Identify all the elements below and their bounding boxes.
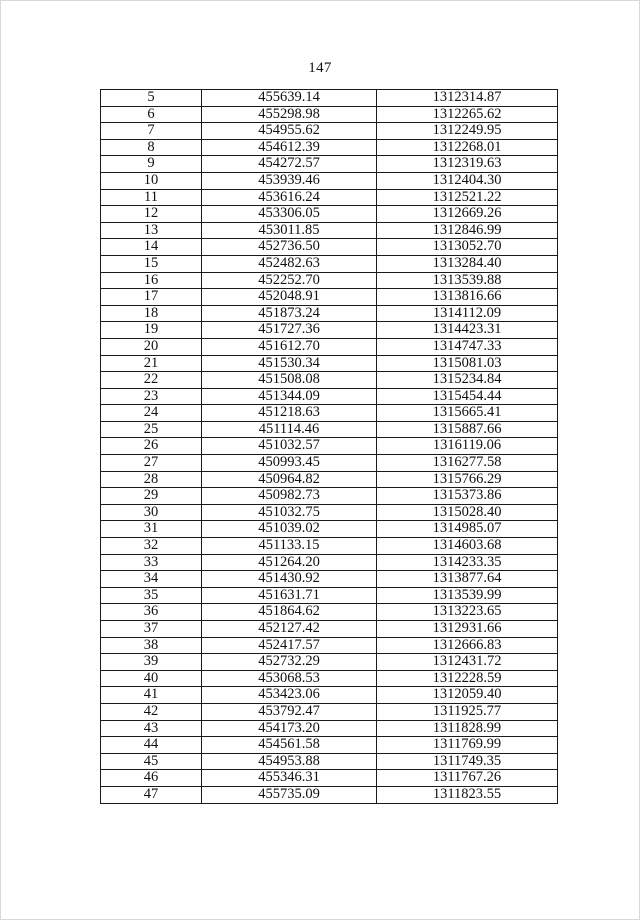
point-number-cell: 21 xyxy=(101,355,202,372)
x-coordinate-cell: 451114.46 xyxy=(202,421,377,438)
table-row xyxy=(101,123,558,140)
x-coordinate-cell: 451430.92 xyxy=(202,571,377,588)
x-coordinate-cell: 451530.34 xyxy=(202,355,377,372)
point-number-cell: 24 xyxy=(101,405,202,422)
point-number-cell: 17 xyxy=(101,289,202,306)
point-number-cell: 30 xyxy=(101,504,202,521)
point-number-cell: 36 xyxy=(101,604,202,621)
table-row xyxy=(101,455,558,472)
point-number-cell: 41 xyxy=(101,687,202,704)
y-coordinate-cell: 1312846.99 xyxy=(377,222,558,239)
point-number-cell: 18 xyxy=(101,305,202,322)
y-coordinate-cell: 1315373.86 xyxy=(377,488,558,505)
y-coordinate-cell: 1311823.55 xyxy=(377,786,558,803)
point-number-cell: 7 xyxy=(101,123,202,140)
x-coordinate-cell: 452732.29 xyxy=(202,654,377,671)
y-coordinate-cell: 1314747.33 xyxy=(377,338,558,355)
page-number: 147 xyxy=(308,60,332,76)
table-row xyxy=(101,703,558,720)
y-coordinate-cell: 1315234.84 xyxy=(377,372,558,389)
x-coordinate-cell: 452736.50 xyxy=(202,239,377,256)
y-coordinate-cell: 1313539.99 xyxy=(377,587,558,604)
x-coordinate-cell: 454173.20 xyxy=(202,720,377,737)
x-coordinate-cell: 452482.63 xyxy=(202,255,377,272)
y-coordinate-cell: 1312228.59 xyxy=(377,670,558,687)
x-coordinate-cell: 455346.31 xyxy=(202,770,377,787)
x-coordinate-cell: 451864.62 xyxy=(202,604,377,621)
table-row xyxy=(101,388,558,405)
table-row xyxy=(101,521,558,538)
x-coordinate-cell: 450982.73 xyxy=(202,488,377,505)
y-coordinate-cell: 1312666.83 xyxy=(377,637,558,654)
y-coordinate-cell: 1312319.63 xyxy=(377,156,558,173)
point-number-cell: 10 xyxy=(101,172,202,189)
y-coordinate-cell: 1315028.40 xyxy=(377,504,558,521)
table-row xyxy=(101,239,558,256)
x-coordinate-cell: 454561.58 xyxy=(202,737,377,754)
table-row xyxy=(101,206,558,223)
y-coordinate-cell: 1312931.66 xyxy=(377,621,558,638)
table-row xyxy=(101,621,558,638)
table-row xyxy=(101,338,558,355)
point-number-cell: 15 xyxy=(101,255,202,272)
x-coordinate-cell: 453306.05 xyxy=(202,206,377,223)
x-coordinate-cell: 451133.15 xyxy=(202,538,377,555)
y-coordinate-cell: 1313877.64 xyxy=(377,571,558,588)
table-row xyxy=(101,670,558,687)
table-row xyxy=(101,90,558,107)
point-number-cell: 19 xyxy=(101,322,202,339)
table-row xyxy=(101,770,558,787)
point-number-cell: 25 xyxy=(101,421,202,438)
table-row xyxy=(101,554,558,571)
x-coordinate-cell: 451032.57 xyxy=(202,438,377,455)
point-number-cell: 23 xyxy=(101,388,202,405)
y-coordinate-cell: 1312249.95 xyxy=(377,123,558,140)
y-coordinate-cell: 1315665.41 xyxy=(377,405,558,422)
table-row xyxy=(101,289,558,306)
y-coordinate-cell: 1312265.62 xyxy=(377,106,558,123)
table-row xyxy=(101,488,558,505)
y-coordinate-cell: 1315887.66 xyxy=(377,421,558,438)
point-number-cell: 43 xyxy=(101,720,202,737)
x-coordinate-cell: 453423.06 xyxy=(202,687,377,704)
y-coordinate-cell: 1312431.72 xyxy=(377,654,558,671)
y-coordinate-cell: 1311925.77 xyxy=(377,703,558,720)
point-number-cell: 16 xyxy=(101,272,202,289)
y-coordinate-cell: 1313816.66 xyxy=(377,289,558,306)
y-coordinate-cell: 1313284.40 xyxy=(377,255,558,272)
y-coordinate-cell: 1313223.65 xyxy=(377,604,558,621)
table-row xyxy=(101,538,558,555)
table-row xyxy=(101,737,558,754)
table-row xyxy=(101,654,558,671)
table-row xyxy=(101,305,558,322)
x-coordinate-cell: 451612.70 xyxy=(202,338,377,355)
table-row xyxy=(101,372,558,389)
x-coordinate-cell: 451508.08 xyxy=(202,372,377,389)
point-number-cell: 28 xyxy=(101,471,202,488)
table-row xyxy=(101,421,558,438)
x-coordinate-cell: 452417.57 xyxy=(202,637,377,654)
y-coordinate-cell: 1311767.26 xyxy=(377,770,558,787)
point-number-cell: 9 xyxy=(101,156,202,173)
y-coordinate-cell: 1312404.30 xyxy=(377,172,558,189)
y-coordinate-cell: 1315081.03 xyxy=(377,355,558,372)
y-coordinate-cell: 1314233.35 xyxy=(377,554,558,571)
y-coordinate-cell: 1316119.06 xyxy=(377,438,558,455)
table-row xyxy=(101,786,558,803)
point-number-cell: 22 xyxy=(101,372,202,389)
point-number-cell: 45 xyxy=(101,753,202,770)
point-number-cell: 46 xyxy=(101,770,202,787)
point-number-cell: 11 xyxy=(101,189,202,206)
x-coordinate-cell: 454612.39 xyxy=(202,139,377,156)
table-row xyxy=(101,471,558,488)
point-number-cell: 38 xyxy=(101,637,202,654)
table-row xyxy=(101,571,558,588)
y-coordinate-cell: 1315454.44 xyxy=(377,388,558,405)
y-coordinate-cell: 1312059.40 xyxy=(377,687,558,704)
x-coordinate-cell: 453616.24 xyxy=(202,189,377,206)
y-coordinate-cell: 1311769.99 xyxy=(377,737,558,754)
x-coordinate-cell: 454953.88 xyxy=(202,753,377,770)
point-number-cell: 39 xyxy=(101,654,202,671)
x-coordinate-cell: 452252.70 xyxy=(202,272,377,289)
point-number-cell: 44 xyxy=(101,737,202,754)
point-number-cell: 5 xyxy=(101,90,202,107)
y-coordinate-cell: 1313052.70 xyxy=(377,239,558,256)
y-coordinate-cell: 1314423.31 xyxy=(377,322,558,339)
x-coordinate-cell: 451032.75 xyxy=(202,504,377,521)
x-coordinate-cell: 450964.82 xyxy=(202,471,377,488)
point-number-cell: 20 xyxy=(101,338,202,355)
table-row xyxy=(101,637,558,654)
x-coordinate-cell: 451631.71 xyxy=(202,587,377,604)
y-coordinate-cell: 1315766.29 xyxy=(377,471,558,488)
table-row xyxy=(101,504,558,521)
x-coordinate-cell: 454272.57 xyxy=(202,156,377,173)
point-number-cell: 26 xyxy=(101,438,202,455)
y-coordinate-cell: 1312268.01 xyxy=(377,139,558,156)
x-coordinate-cell: 453068.53 xyxy=(202,670,377,687)
x-coordinate-cell: 452127.42 xyxy=(202,621,377,638)
table-row xyxy=(101,172,558,189)
x-coordinate-cell: 451039.02 xyxy=(202,521,377,538)
table-row xyxy=(101,106,558,123)
coordinate-table xyxy=(100,89,558,804)
table-row xyxy=(101,438,558,455)
point-number-cell: 6 xyxy=(101,106,202,123)
table-row xyxy=(101,222,558,239)
x-coordinate-cell: 453011.85 xyxy=(202,222,377,239)
x-coordinate-cell: 452048.91 xyxy=(202,289,377,306)
table-row xyxy=(101,189,558,206)
y-coordinate-cell: 1314112.09 xyxy=(377,305,558,322)
point-number-cell: 14 xyxy=(101,239,202,256)
point-number-cell: 13 xyxy=(101,222,202,239)
table-row xyxy=(101,355,558,372)
point-number-cell: 47 xyxy=(101,786,202,803)
table-row xyxy=(101,255,558,272)
x-coordinate-cell: 453939.46 xyxy=(202,172,377,189)
point-number-cell: 40 xyxy=(101,670,202,687)
y-coordinate-cell: 1314985.07 xyxy=(377,521,558,538)
x-coordinate-cell: 455298.98 xyxy=(202,106,377,123)
y-coordinate-cell: 1316277.58 xyxy=(377,455,558,472)
point-number-cell: 12 xyxy=(101,206,202,223)
point-number-cell: 37 xyxy=(101,621,202,638)
coordinate-table-body xyxy=(101,90,558,804)
point-number-cell: 8 xyxy=(101,139,202,156)
point-number-cell: 29 xyxy=(101,488,202,505)
point-number-cell: 32 xyxy=(101,538,202,555)
point-number-cell: 34 xyxy=(101,571,202,588)
table-row xyxy=(101,753,558,770)
y-coordinate-cell: 1311828.99 xyxy=(377,720,558,737)
point-number-cell: 35 xyxy=(101,587,202,604)
table-row xyxy=(101,687,558,704)
x-coordinate-cell: 451218.63 xyxy=(202,405,377,422)
point-number-cell: 27 xyxy=(101,455,202,472)
table-row xyxy=(101,405,558,422)
y-coordinate-cell: 1314603.68 xyxy=(377,538,558,555)
point-number-cell: 33 xyxy=(101,554,202,571)
y-coordinate-cell: 1312669.26 xyxy=(377,206,558,223)
x-coordinate-cell: 451727.36 xyxy=(202,322,377,339)
y-coordinate-cell: 1313539.88 xyxy=(377,272,558,289)
table-row xyxy=(101,604,558,621)
x-coordinate-cell: 451344.09 xyxy=(202,388,377,405)
x-coordinate-cell: 451264.20 xyxy=(202,554,377,571)
y-coordinate-cell: 1311749.35 xyxy=(377,753,558,770)
y-coordinate-cell: 1312314.87 xyxy=(377,90,558,107)
x-coordinate-cell: 455735.09 xyxy=(202,786,377,803)
table-row xyxy=(101,272,558,289)
table-row xyxy=(101,720,558,737)
point-number-cell: 42 xyxy=(101,703,202,720)
x-coordinate-cell: 453792.47 xyxy=(202,703,377,720)
point-number-cell: 31 xyxy=(101,521,202,538)
x-coordinate-cell: 451873.24 xyxy=(202,305,377,322)
table-row xyxy=(101,139,558,156)
x-coordinate-cell: 454955.62 xyxy=(202,123,377,140)
table-row xyxy=(101,587,558,604)
x-coordinate-cell: 450993.45 xyxy=(202,455,377,472)
table-row xyxy=(101,156,558,173)
table-row xyxy=(101,322,558,339)
x-coordinate-cell: 455639.14 xyxy=(202,90,377,107)
y-coordinate-cell: 1312521.22 xyxy=(377,189,558,206)
